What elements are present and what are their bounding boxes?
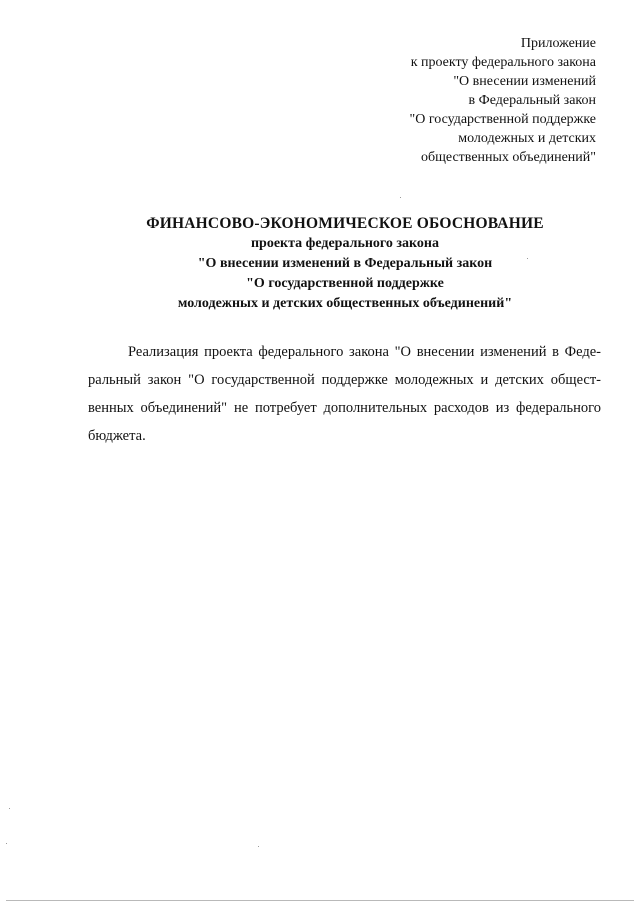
scan-speck [258, 846, 259, 847]
body-line: венных объединений" не потребует дополнительных расходов из федерального [88, 400, 601, 416]
scan-speck [6, 843, 7, 844]
appendix-block [410, 34, 597, 167]
scan-speck [400, 197, 401, 198]
heading-line: "О внесении изменений в Федеральный закон [197, 256, 493, 271]
body-line: бюджета. [88, 428, 146, 444]
appendix-line: к проекту федерального закона [410, 55, 596, 70]
scan-speck [9, 808, 10, 809]
heading-line: "О государственной поддержке [246, 276, 444, 291]
body-paragraph [88, 338, 601, 450]
heading-line: молодежных и детских общественных объединений" [177, 296, 513, 311]
heading-title: ФИНАНСОВО-ЭКОНОМИЧЕСКОЕ ОБОСНОВАНИЕ [146, 215, 544, 232]
body-line: ральный закон "О государственной поддержке молодежных и детских общест- [88, 372, 601, 388]
body-line: Реализация проекта федерального закона "О внесении изменений в Феде- [128, 344, 601, 360]
document-heading [0, 214, 640, 314]
appendix-line: общественных объединений" [421, 150, 596, 165]
appendix-line: "О государственной поддержке [409, 112, 596, 127]
appendix-line: "О внесении изменений [453, 74, 596, 89]
appendix-line: в Федеральный закон [468, 93, 596, 108]
heading-line: проекта федерального закона [250, 236, 439, 251]
scan-speck [527, 258, 528, 259]
scan-edge-line [6, 900, 634, 901]
appendix-line: Приложение [520, 36, 596, 51]
appendix-line: молодежных и детских [458, 131, 596, 146]
